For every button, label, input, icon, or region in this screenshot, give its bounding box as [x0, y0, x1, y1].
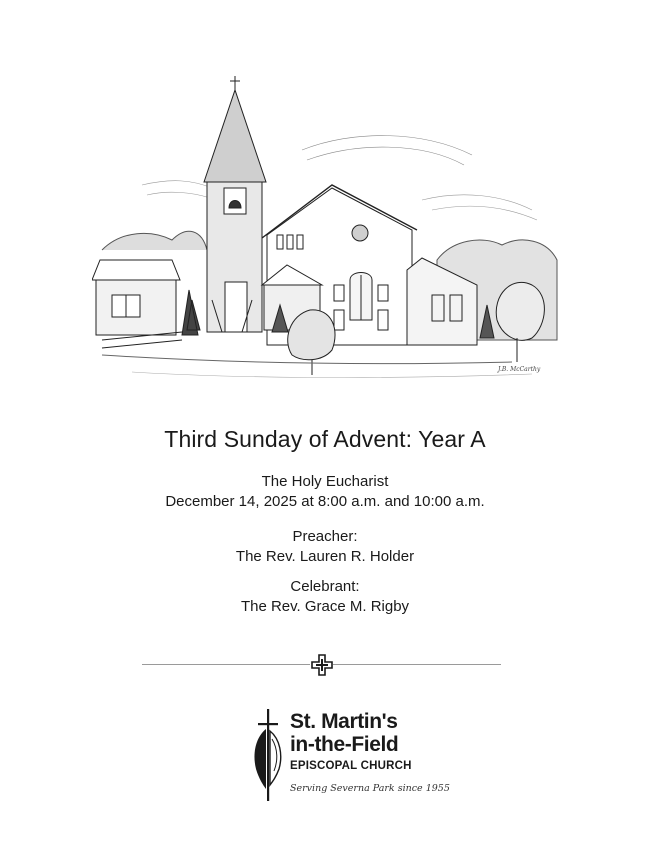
service-name: The Holy Eucharist	[261, 473, 389, 490]
service-datetime: December 14, 2025 at 8:00 a.m. and 10:00 a.m.	[165, 493, 485, 510]
page-title: Third Sunday of Advent: Year A	[164, 426, 486, 452]
church-illustration	[92, 70, 560, 390]
celebrant-label: Celebrant:	[290, 578, 360, 595]
celebrant-name: The Rev. Grace M. Rigby	[240, 598, 410, 615]
cross-with-leaf-icon	[250, 709, 286, 801]
divider-rule-right	[333, 664, 501, 665]
section-divider	[142, 654, 501, 676]
logo-name-line3: EPISCOPAL CHURCH	[290, 760, 412, 772]
logo-tagline: Serving Severna Park since 1955	[290, 783, 450, 794]
cross-icon	[311, 654, 333, 676]
preacher-name: The Rev. Lauren R. Holder	[235, 548, 415, 565]
artist-signature: J.B. McCarthy	[498, 366, 541, 373]
logo-name-line2: in-the-Field	[290, 733, 399, 756]
logo-name-line1: St. Martin's	[290, 710, 398, 733]
divider-rule-left	[142, 664, 310, 665]
preacher-label: Preacher:	[292, 528, 358, 545]
